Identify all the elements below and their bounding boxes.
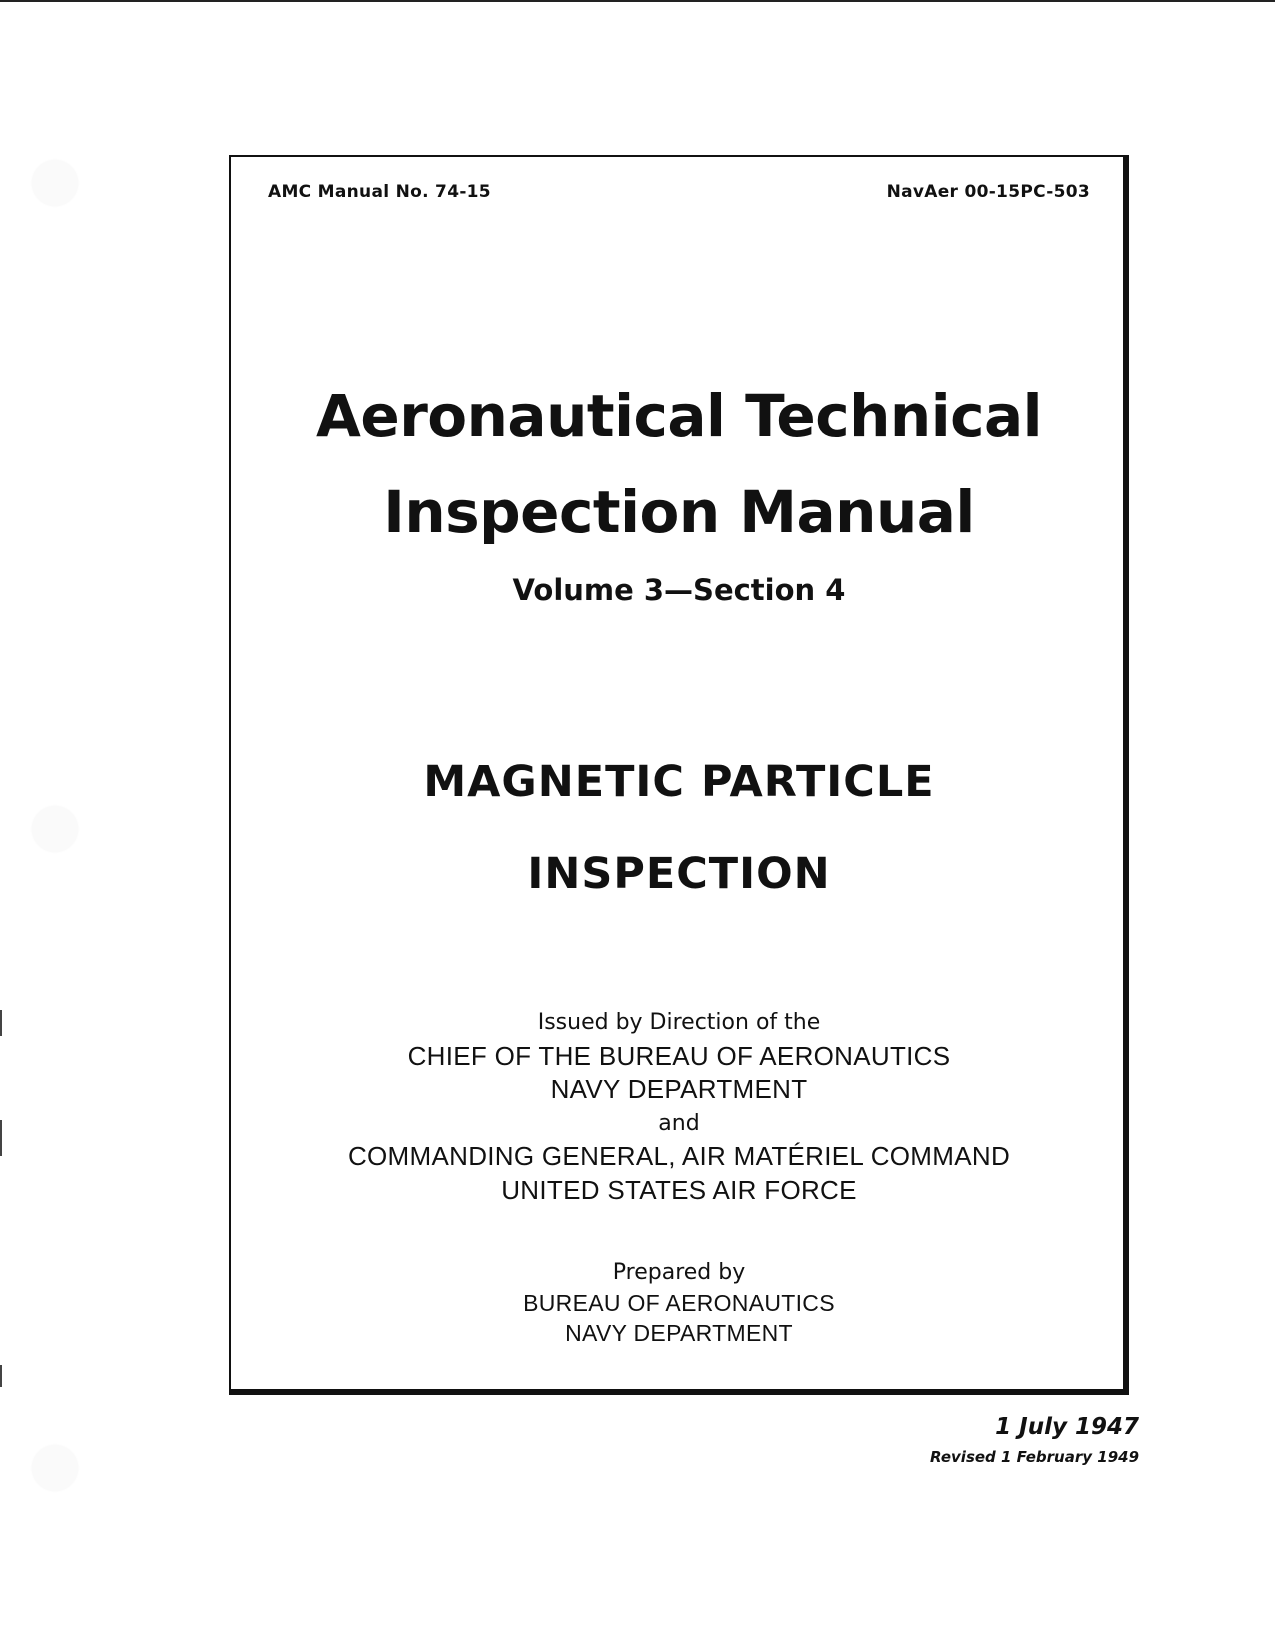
document-title <box>229 368 1129 560</box>
issued-line-2: NAVY DEPARTMENT <box>550 1074 808 1104</box>
issuing-authority <box>229 1006 1129 1207</box>
title-line-2: Inspection Manual <box>383 478 975 546</box>
binder-hole-bottom <box>32 1445 78 1491</box>
edge-mark <box>0 1120 2 1156</box>
title-line-1: Aeronautical Technical <box>315 382 1043 450</box>
prepared-line-1: BUREAU OF AERONAUTICS <box>523 1290 835 1316</box>
subject-heading <box>229 736 1129 920</box>
prepared-line-2: NAVY DEPARTMENT <box>565 1320 793 1346</box>
issued-line-1: CHIEF OF THE BUREAU OF AERONAUTICS <box>407 1040 951 1071</box>
issued-line-4: UNITED STATES AIR FORCE <box>501 1174 857 1205</box>
navaer-number: NavAer 00-15PC-503 <box>886 182 1090 202</box>
page-top-rule <box>0 0 1275 2</box>
subject-line-1: MAGNETIC PARTICLE <box>423 757 935 807</box>
volume-section: Volume 3—Section 4 <box>512 573 846 607</box>
original-date: 1 July 1947 <box>995 1414 1139 1440</box>
issued-conjunction: and <box>658 1110 700 1136</box>
publication-dates <box>930 1410 1139 1470</box>
edge-mark <box>0 1010 2 1036</box>
binder-hole-middle <box>32 806 78 852</box>
issued-line-3: COMMANDING GENERAL, AIR MATÉRIEL COMMAND <box>347 1141 1011 1171</box>
revised-date: Revised 1 February 1949 <box>930 1448 1139 1466</box>
prepared-by <box>229 1258 1129 1348</box>
subject-line-2: INSPECTION <box>527 849 831 899</box>
amc-manual-number: AMC Manual No. 74-15 <box>268 182 491 202</box>
prepared-lead: Prepared by <box>612 1260 746 1285</box>
edge-mark <box>0 1365 2 1387</box>
binder-hole-top <box>32 160 78 206</box>
issued-lead: Issued by Direction of the <box>537 1010 821 1035</box>
